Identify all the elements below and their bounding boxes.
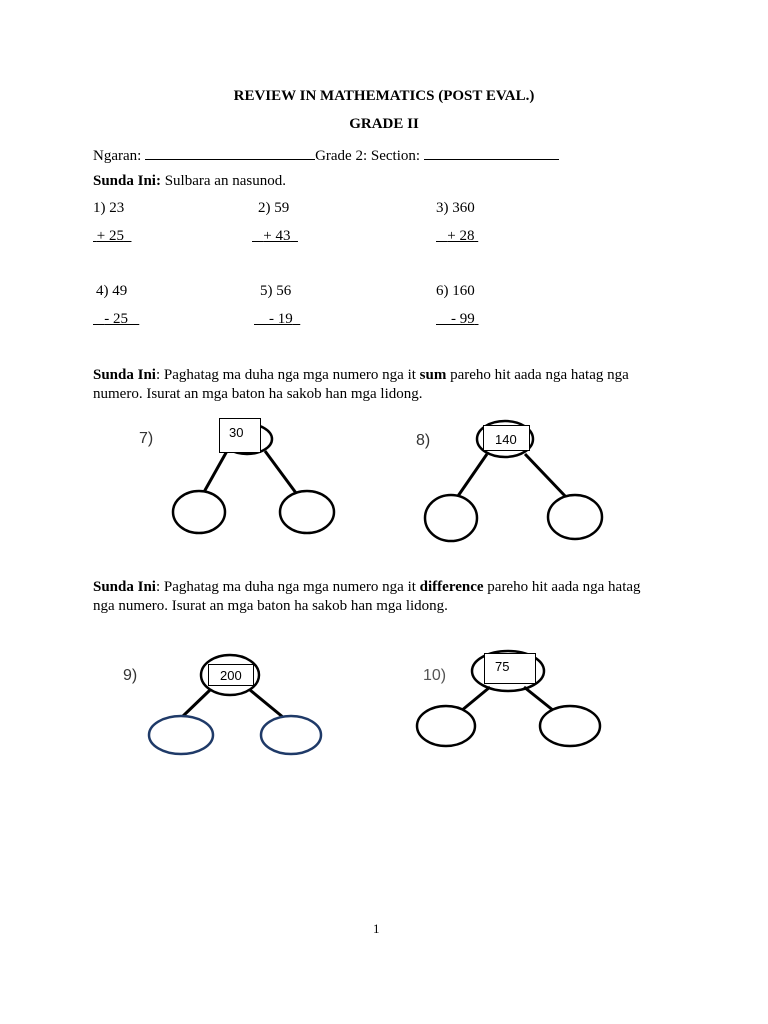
sum-diagrams (0, 410, 768, 560)
part2-instruction-label: Sunda Ini (93, 367, 156, 383)
part1-instruction-text: Sulbara an nasunod. (160, 173, 286, 189)
problem-1-label: 1) 23 (93, 200, 125, 216)
page-title: REVIEW IN MATHEMATICS (POST EVAL.) (233, 88, 535, 104)
problem-3-label: 3) 360 (436, 200, 475, 216)
grade-section-label: Grade 2: Section: (315, 148, 421, 164)
problem-5-label: 5) 56 (260, 283, 292, 299)
part1-instruction-label: Sunda Ini: (93, 173, 161, 189)
diagram-10-left-branch (461, 687, 490, 711)
diagram-9-right-answer-circle[interactable] (261, 716, 321, 754)
diagram-8-left-branch (458, 454, 487, 496)
part3-instruction-text-b: pareho hit aada nga hatag (483, 579, 641, 595)
diagram-7-right-branch (265, 451, 296, 493)
diagram-7-left-answer-circle[interactable] (173, 491, 225, 533)
problem-2-operation: + 43 (263, 228, 291, 244)
page-number: 1 (373, 921, 380, 936)
name-line (93, 145, 559, 165)
name-blank[interactable] (145, 145, 315, 160)
part2-instruction (93, 366, 673, 404)
diagram-10-right-answer-circle[interactable] (540, 706, 600, 746)
diagram-10-given-box: 75 (484, 653, 536, 684)
diagram-10-left-answer-circle[interactable] (417, 706, 475, 746)
part3-instruction (93, 578, 693, 616)
diagram-7-left-branch (204, 451, 227, 492)
grade-heading: GRADE II (349, 116, 419, 132)
diagram-9-number: 9) (123, 667, 138, 684)
diagram-7-number: 7) (139, 430, 154, 447)
part2-instruction-line2: numero. Isurat an mga baton ha sakob han mga lidong. (93, 386, 423, 402)
difference-diagrams (0, 640, 768, 770)
part3-instruction-text: : Paghatag ma duha nga mga numero nga it (155, 579, 420, 595)
part1-instruction (93, 173, 286, 190)
diagram-9-left-branch (182, 690, 210, 717)
section-blank[interactable] (424, 145, 559, 160)
diagram-9-left-answer-circle[interactable] (149, 716, 213, 754)
problem-4-label: 4) 49 (96, 283, 128, 299)
part3-instruction-label: Sunda Ini (93, 579, 156, 595)
diagram-9-given-box: 200 (208, 664, 254, 686)
diagram-8-left-answer-circle[interactable] (425, 495, 477, 541)
name-label: Ngaran: (93, 148, 142, 164)
problem-3-operation: + 28 (447, 228, 475, 244)
part2-instruction-text-b: pareho hit aada nga hatag nga (446, 367, 629, 383)
part3-instruction-line2: nga numero. Isurat an mga baton ha sakob han mga lidong. (93, 598, 448, 614)
diagram-8-number: 8) (416, 432, 431, 449)
part2-keyword: sum (419, 367, 447, 383)
diagram-7-given-box: 30 (219, 418, 261, 453)
diagram-10-number: 10) (423, 667, 447, 684)
part2-instruction-text: : Paghatag ma duha nga mga numero nga it (155, 367, 420, 383)
part3-keyword: difference (419, 579, 484, 595)
problem-1-operation: + 25 (96, 228, 124, 244)
problem-6-operation: - 99 (451, 311, 475, 327)
diagram-8-right-answer-circle[interactable] (548, 495, 602, 539)
diagram-8-given-box: 140 (483, 425, 530, 451)
problem-5-operation: - 19 (269, 311, 293, 327)
problem-2-label: 2) 59 (258, 200, 290, 216)
problem-6-label: 6) 160 (436, 283, 475, 299)
diagram-10-right-branch (524, 687, 554, 711)
diagram-9-right-branch (250, 690, 284, 718)
diagram-7-right-answer-circle[interactable] (280, 491, 334, 533)
problem-4-operation: - 25 (104, 311, 128, 327)
diagram-8-right-branch (525, 454, 566, 497)
